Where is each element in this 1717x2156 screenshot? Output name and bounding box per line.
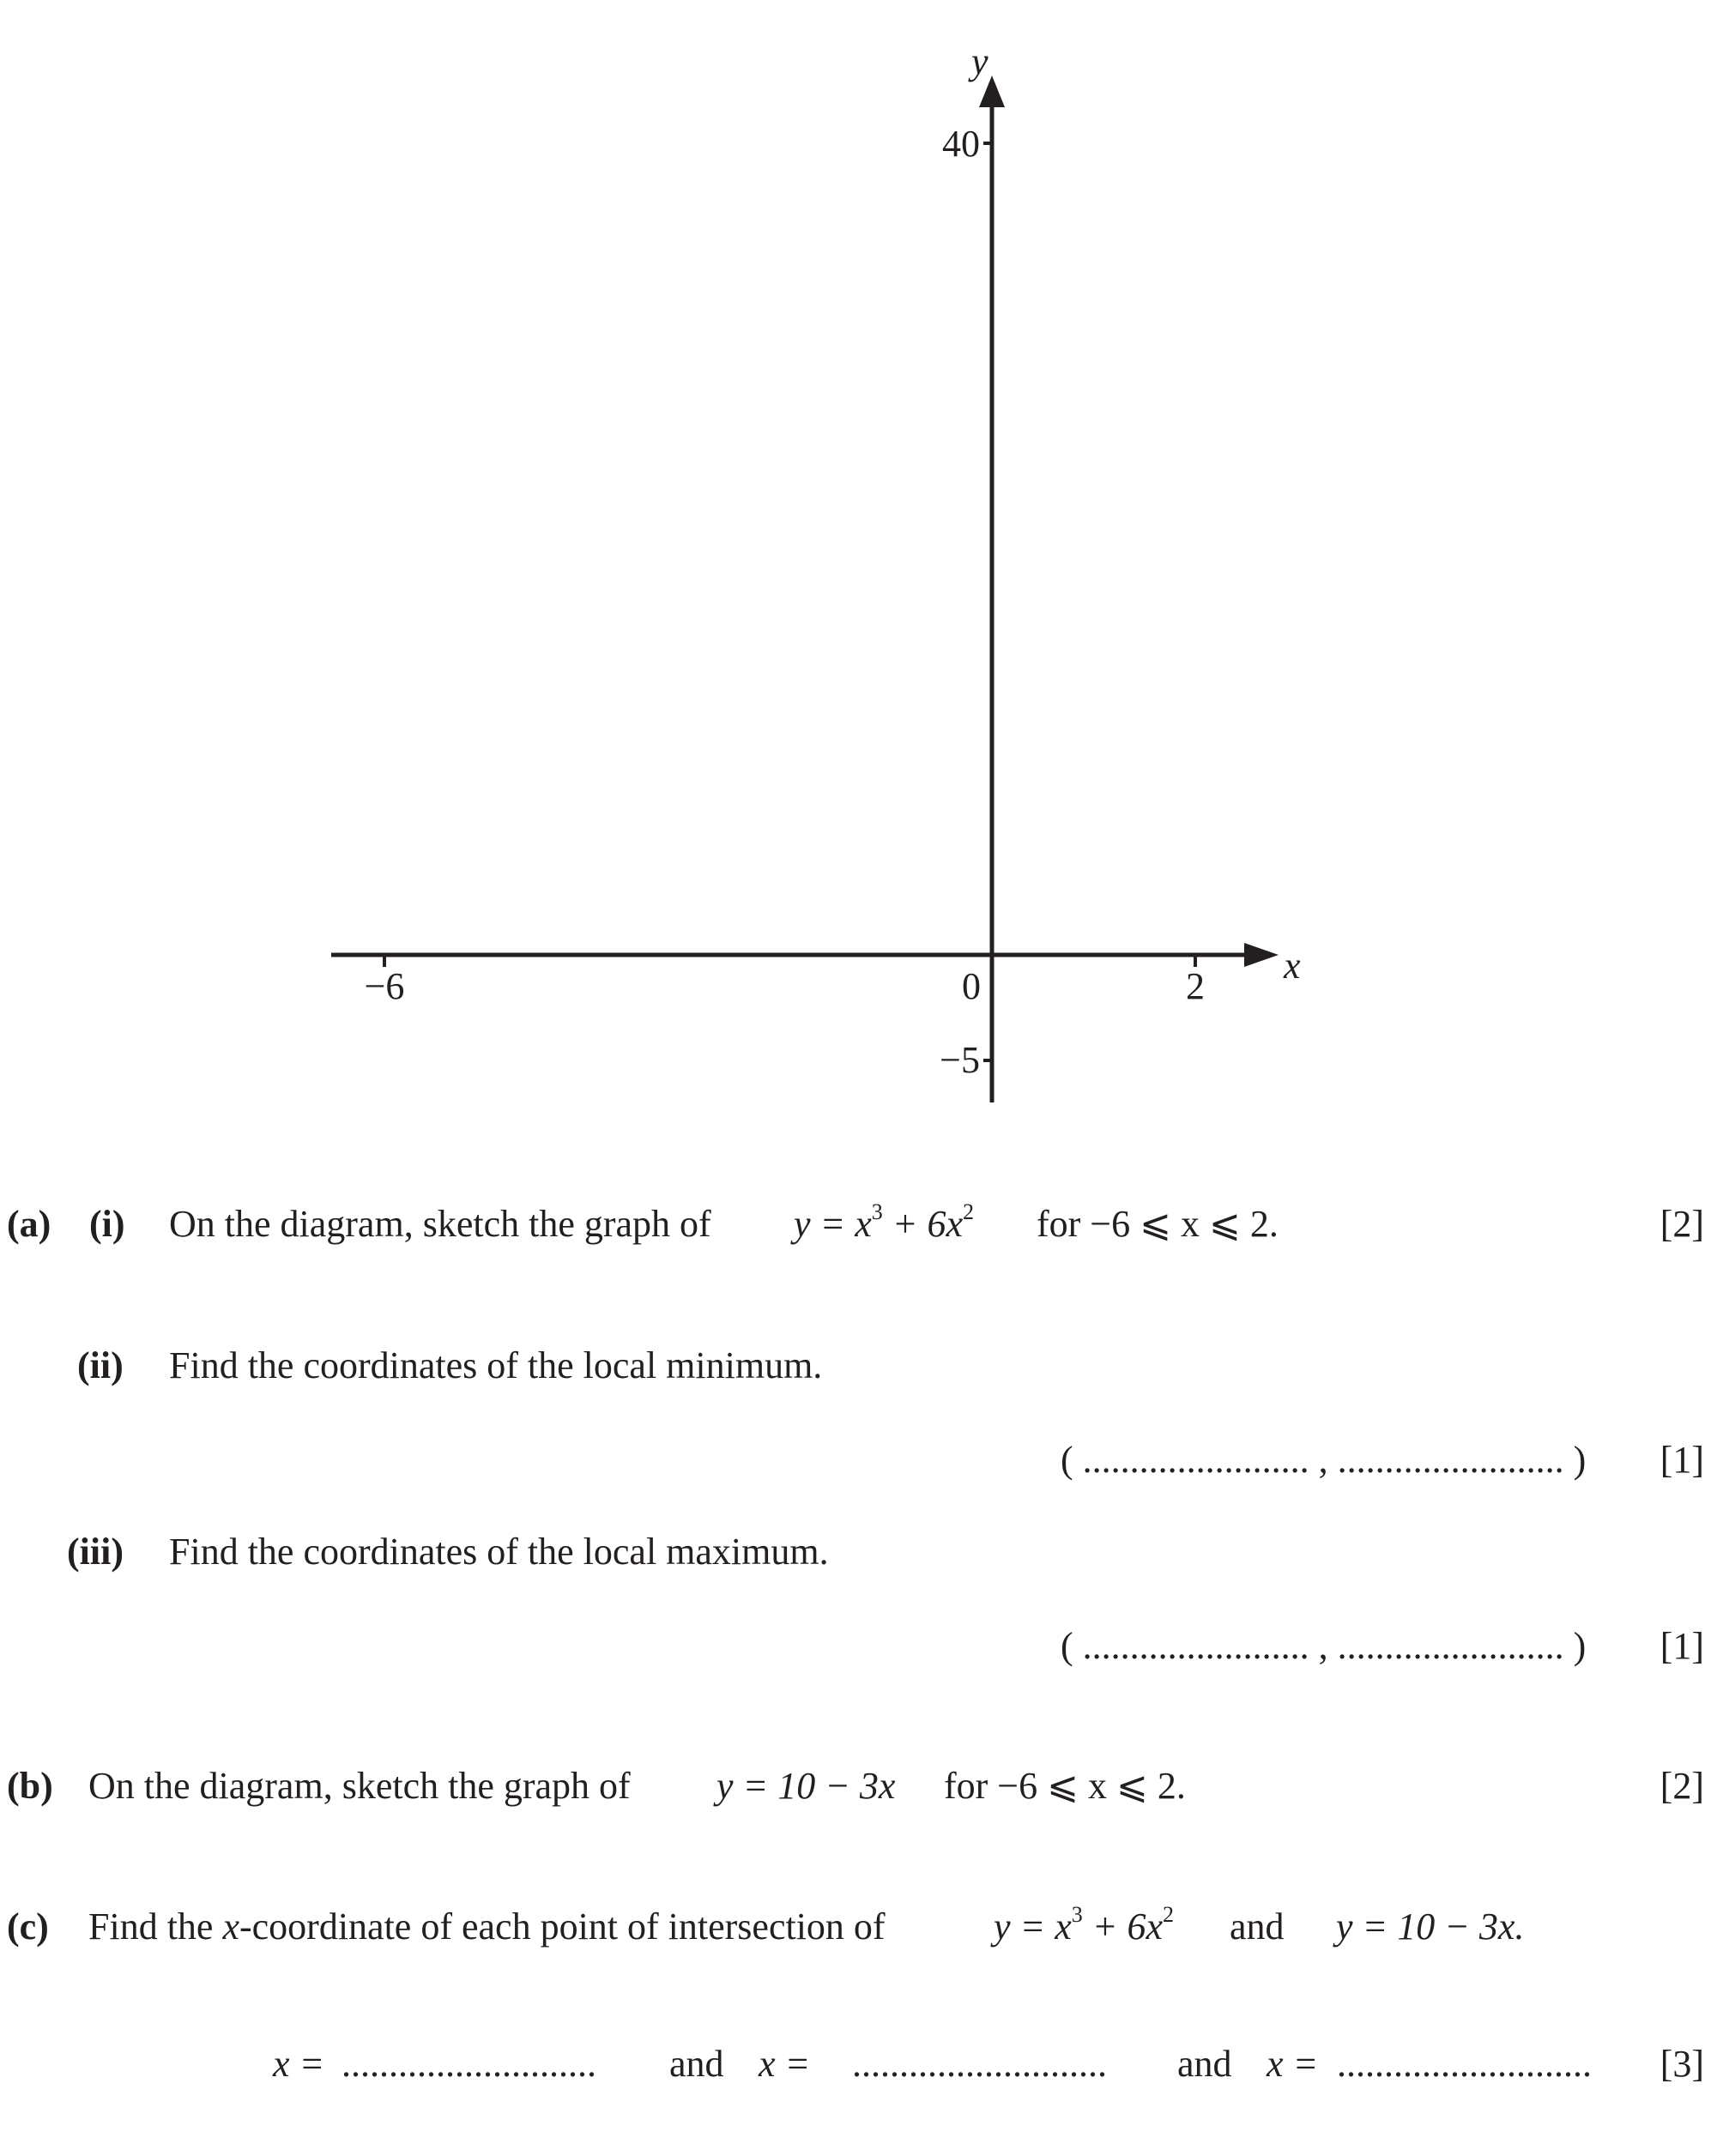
part-a-i-text: On the diagram, sketch the graph of [169, 1203, 711, 1245]
answer-x3-blank[interactable]: ........................... [1337, 2043, 1592, 2085]
origin-label: 0 [962, 965, 981, 1007]
part-c-text-before: Find the [88, 1905, 214, 1948]
part-a-i-domain: for −6 ⩽ x ⩽ 2. [1037, 1203, 1279, 1245]
part-a-label: (a) [7, 1203, 51, 1245]
x-tick-label-neg6: −6 [364, 965, 405, 1007]
answer-comma: , [1318, 1625, 1328, 1667]
answer-and-1: and [669, 2043, 724, 2085]
part-c-marks: [3] [1660, 2043, 1704, 2085]
part-c-conjunction: and [1230, 1905, 1285, 1948]
part-a-i-marks: [2] [1660, 1203, 1704, 1245]
part-a-i-label: (i) [89, 1203, 125, 1245]
part-a-ii-marks: [1] [1660, 1439, 1704, 1481]
part-b-label: (b) [7, 1765, 53, 1807]
answer-x3-label: x = [1267, 2043, 1319, 2085]
part-c-text-after: -coordinate of each point of intersection of [239, 1905, 886, 1948]
part-c-label: (c) [7, 1905, 49, 1948]
eq-a-mid: + 6x [882, 1203, 963, 1245]
part-c-equation-2: y = 10 − 3x. [1336, 1905, 1525, 1948]
answer-blank-y[interactable]: ........................ [1337, 1625, 1564, 1667]
eq-a-exp2: 2 [962, 1199, 974, 1224]
answer-x2-blank[interactable]: ........................... [852, 2043, 1107, 2085]
x-axis-arrowhead [1244, 943, 1279, 967]
eq-c-exp2: 2 [1162, 1902, 1174, 1927]
part-b-text: On the diagram, sketch the graph of [88, 1765, 631, 1807]
answer-blank-x[interactable]: ........................ [1082, 1439, 1309, 1481]
answer-close-paren: ) [1573, 1439, 1587, 1481]
part-c-equation-1 [994, 1902, 1174, 1948]
answer-comma: , [1318, 1439, 1328, 1481]
answer-line-local-maximum[interactable] [1061, 1625, 1587, 1667]
answer-x1-blank[interactable]: ........................... [342, 2043, 596, 2085]
part-a-ii-text: Find the coordinates of the local minimum. [169, 1344, 823, 1386]
y-tick-label-neg5: −5 [940, 1039, 980, 1081]
answer-blank-x[interactable]: ........................ [1082, 1625, 1309, 1667]
answer-x1-label: x = [273, 2043, 325, 2085]
part-a-ii-label: (ii) [77, 1344, 124, 1386]
answer-blank-y[interactable]: ........................ [1337, 1439, 1564, 1481]
part-a-iii-text: Find the coordinates of the local maximum. [169, 1531, 829, 1573]
answer-line-local-minimum[interactable] [1061, 1441, 1586, 1479]
answer-open-paren: ( [1061, 1625, 1073, 1667]
eq-c-mid: + 6x [1082, 1905, 1163, 1948]
eq-c-exp1: 3 [1071, 1902, 1083, 1927]
eq-a-lhs: y = x [794, 1203, 872, 1245]
answer-close-paren: ) [1573, 1625, 1587, 1667]
answer-and-2: and [1177, 2043, 1232, 2085]
part-b-marks: [2] [1660, 1765, 1704, 1807]
x-tick-label-2: 2 [1186, 965, 1205, 1007]
part-b-equation: y = 10 − 3x [716, 1765, 896, 1807]
answer-x2-label: x = [759, 2043, 811, 2085]
x-axis-label: x [1284, 945, 1301, 987]
eq-c-lhs: y = x [994, 1905, 1072, 1948]
part-a-iii-label: (iii) [67, 1531, 124, 1573]
eq-a-exp1: 3 [871, 1199, 883, 1224]
part-a-iii-marks: [1] [1660, 1625, 1704, 1667]
part-a-i-equation [794, 1199, 974, 1245]
y-tick-label-40: 40 [942, 123, 980, 165]
part-c-text [88, 1905, 886, 1948]
y-axis-label: y [971, 40, 988, 82]
answer-open-paren: ( [1061, 1439, 1073, 1481]
part-b-domain: for −6 ⩽ x ⩽ 2. [944, 1765, 1186, 1807]
part-c-text-var: x [222, 1905, 239, 1948]
